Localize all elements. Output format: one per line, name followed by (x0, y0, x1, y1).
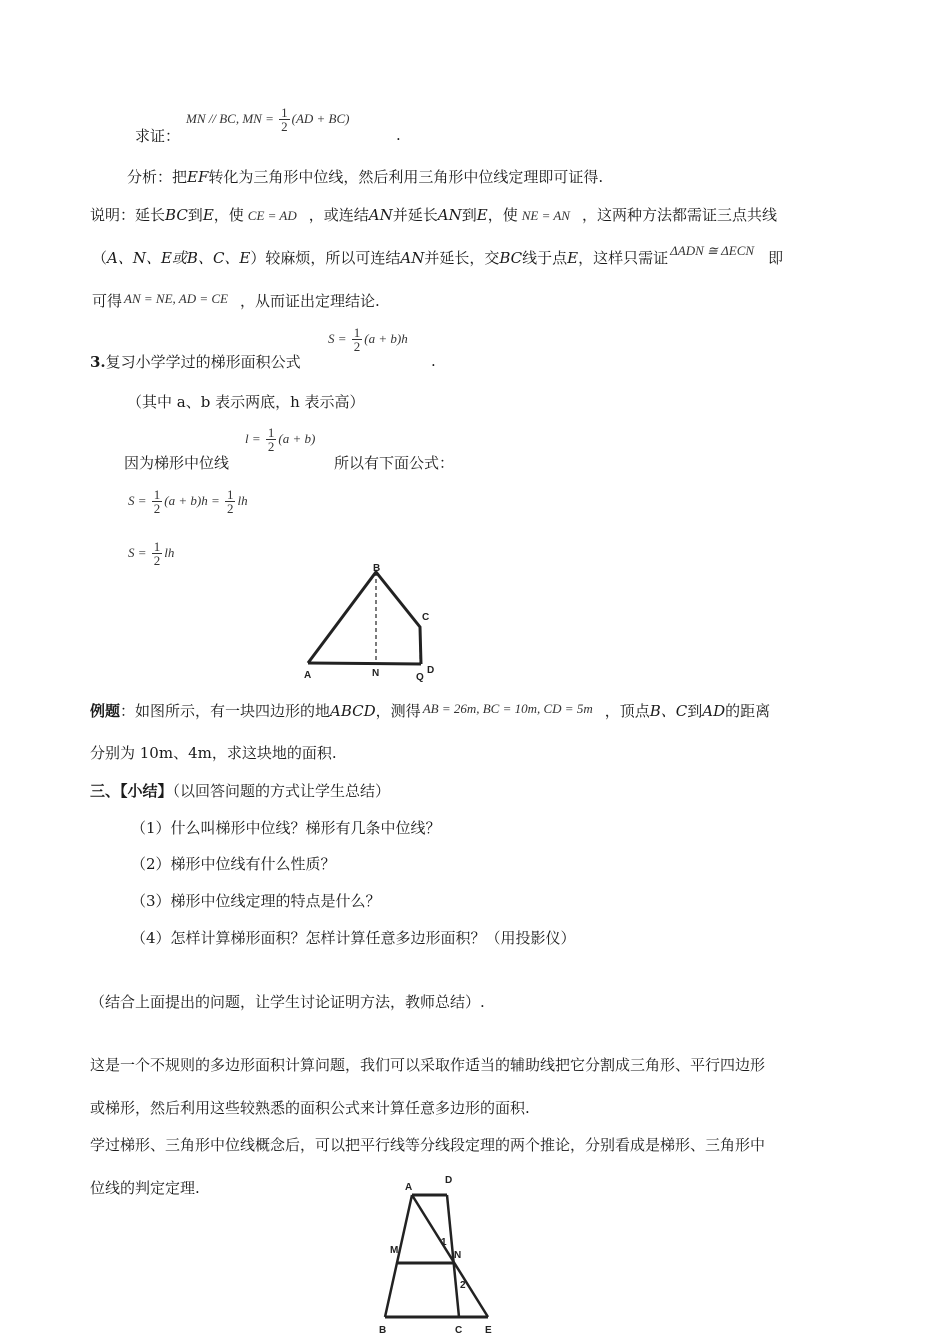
question-3: （3）梯形中位线定理的特点是什么？ (131, 892, 381, 910)
label-e: E (485, 1325, 492, 1336)
question-4: （4）怎样计算梯形面积？怎样计算任意多边形面积？（用投影仪） (131, 929, 576, 947)
note-line-1: 说明：延长BC到E，使 CE = AD ，或连结AN并延长AN到E，使 NE = AN ，这两种方法都需证三点共线 (90, 206, 777, 224)
combine-text: （结合上面提出的问题，让学生讨论证明方法，教师总结）. (90, 993, 485, 1011)
label-a: A (304, 670, 312, 681)
side-ab (385, 1195, 412, 1317)
summary-heading: 三、【小结】（以回答问题的方式让学生总结） (90, 782, 391, 800)
label-n: N (372, 668, 380, 679)
paragraph-2-line-1: 学过梯形、三角形中位线概念后，可以把平行线等分线段定理的两个推论，分别看成是梯形、三角形中 (90, 1136, 766, 1154)
proof-line (135, 125, 180, 146)
note-line-2: （A、N、E或B、C、E）较麻烦，所以可连结AN并延长，交BC线于点E，这样只需证 ΔADN ≅ ΔECN 即 (92, 243, 784, 267)
label-m: M (390, 1245, 399, 1256)
proof-prefix: 求证： (135, 127, 181, 145)
proof-formula-b: (AD + BC) (291, 110, 350, 126)
label-c: C (422, 612, 430, 623)
because-line-b: 所以有下面公式： (334, 454, 455, 472)
proof-formula (186, 106, 349, 134)
label-c2: C (455, 1325, 463, 1336)
formula-2: S = $\frac{1}{2}$ lh (128, 539, 175, 568)
formula-1: S = $\frac{1}{2}$ (a + b)h = $\frac{1}{2}$ lh (128, 487, 248, 516)
label-n2: N (454, 1250, 462, 1261)
paragraph-1-line-2: 或梯形，然后利用这些较熟悉的面积公式来计算任意多边形的面积. (90, 1099, 530, 1117)
paragraph-1-line-1: 这是一个不规则的多边形面积计算问题，我们可以采取作适当的辅助线把它分割成三角形、平行四边形 (90, 1056, 766, 1074)
fraction: $\frac{1}{2}$ (281, 105, 288, 134)
paragraph-2-line-2: 位线的判定定理. (90, 1179, 200, 1197)
label-angle-1: 1 (441, 1237, 447, 1248)
label-q: Q (416, 672, 424, 683)
figure-base (308, 663, 421, 664)
example-line-1: 例题：如图所示，有一块四边形的地ABCD，测得 AB = 26m, BC = 10m, CD = 5m ，顶点B、C到AD的距离 (90, 701, 771, 720)
label-a2: A (405, 1182, 413, 1193)
review-formula: S = $\frac{1}{2}$ (a + b)h (328, 325, 408, 354)
proof-period: . (396, 126, 401, 144)
quadrilateral-figure (296, 560, 446, 690)
label-b: B (373, 563, 381, 574)
review-period: . (431, 352, 436, 370)
label-angle-2: 2 (460, 1280, 466, 1291)
review-line: 3.复习小学学过的梯形面积公式 (90, 353, 301, 371)
because-formula: l = $\frac{1}{2}$ (a + b) (245, 425, 316, 454)
label-b2: B (379, 1325, 387, 1336)
example-line-2: 分别为 10m、4m，求这块地的面积. (90, 744, 337, 762)
note-line-3: 可得 AN = NE, AD = CE ，从而证出定理结论. (92, 291, 380, 310)
proof-formula-a: MN // BC, MN = (186, 110, 278, 126)
trapezoid-figure (372, 1170, 502, 1342)
label-d: D (427, 665, 435, 676)
because-line-a: 因为梯形中位线 (124, 454, 230, 472)
question-1: （1）什么叫梯形中位线？梯形有几条中位线？ (131, 819, 441, 837)
question-2: （2）梯形中位线有什么性质？ (131, 855, 336, 873)
figure-outline (308, 572, 421, 664)
analysis-line: 分析：把EF转化为三角形中位线，然后利用三角形中位线定理即可证得. (127, 168, 604, 186)
label-d2: D (445, 1175, 453, 1186)
where-line: （其中 a、b 表示两底，h 表示高） (127, 393, 365, 411)
